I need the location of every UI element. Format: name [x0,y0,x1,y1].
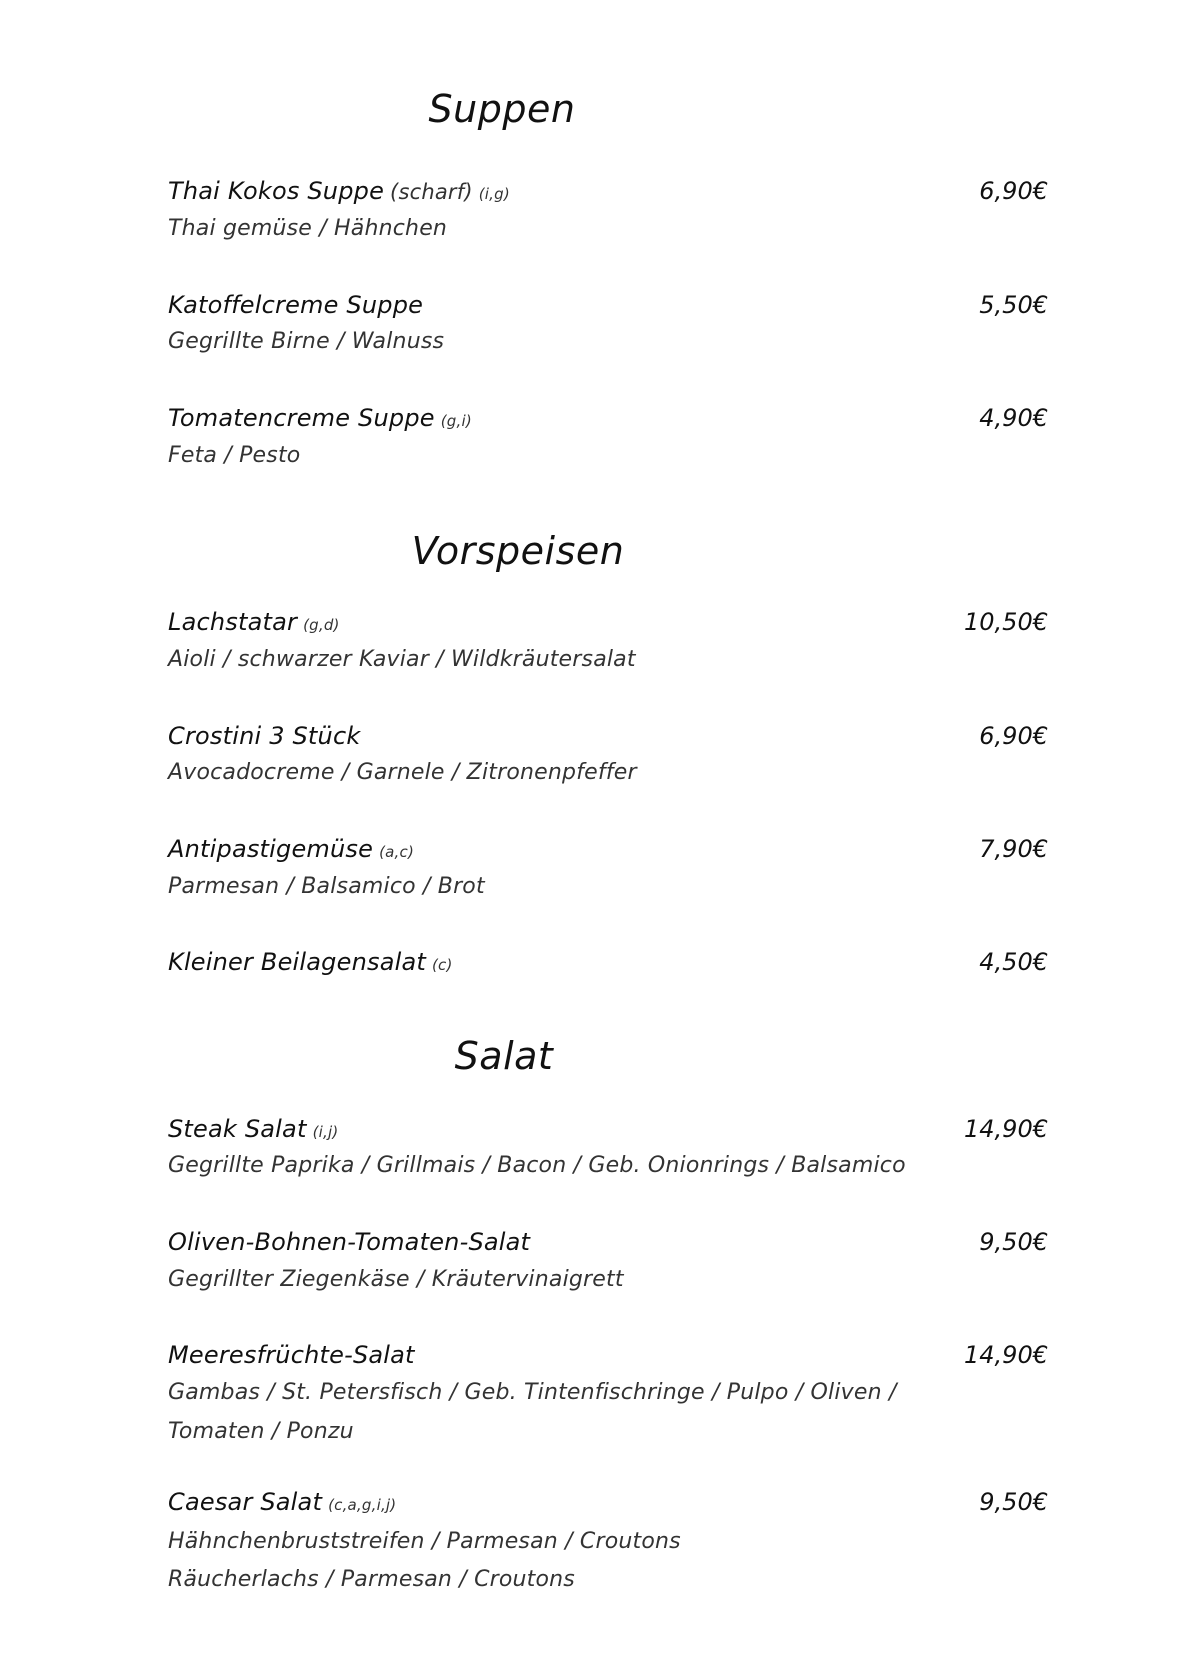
menu-item-price: 4,90€ [979,404,1048,432]
menu-item-name [168,177,510,205]
menu-item-price: 14,90€ [964,1341,1048,1369]
menu-item-price: 6,90€ [979,177,1048,205]
menu-item-price: 14,90€ [964,1115,1048,1143]
allergen-codes: (g,d) [303,616,340,634]
menu-item-description: Gambas / St. Petersfisch / Geb. Tintenfischringe / Pulpo / Oliven / [168,1380,897,1405]
menu-item-price: 9,50€ [979,1228,1048,1256]
menu-item-name [168,1115,338,1143]
menu-item-name [168,1228,530,1256]
menu-item-description: Hähnchenbruststreifen / Parmesan / Croutons [168,1529,681,1554]
menu-item-description: Gegrillte Paprika / Grillmais / Bacon / Geb. Onionrings / Balsamico [168,1153,906,1178]
menu-item-price: 10,50€ [964,608,1048,636]
allergen-codes: (g,i) [440,412,472,430]
menu-item-description: Gegrillte Birne / Walnuss [168,329,445,354]
allergen-codes: (i,j) [312,1123,339,1141]
menu-item-description: Tomaten / Ponzu [168,1419,354,1444]
menu-item-name [168,608,340,636]
allergen-codes: (a,c) [379,843,415,861]
dish-name: Thai Kokos Suppe [168,177,385,205]
menu-item-description: Feta / Pesto [168,443,301,468]
menu-item-name [168,835,414,863]
menu-item-name [168,948,453,976]
dish-name: Steak Salat [168,1115,307,1143]
allergen-codes: (c,a,g,i,j) [328,1496,397,1514]
menu-item-name [168,404,472,432]
menu-item-price: 6,90€ [979,722,1048,750]
menu-item-name [168,291,423,319]
menu-item-description: Gegrillter Ziegenkäse / Kräutervinaigrett [168,1267,624,1292]
dish-name: Meeresfrüchte-Salat [168,1341,415,1369]
menu-item-name [168,1341,415,1369]
dish-name: Tomatencreme Suppe [168,404,435,432]
dish-note: (scharf) [390,180,473,204]
section-title: Suppen [428,87,576,131]
menu-item-description: Thai gemüse / Hähnchen [168,216,448,241]
menu-item-description: Parmesan / Balsamico / Brot [168,874,485,899]
dish-name: Antipastigemüse [168,835,374,863]
menu-item-name [168,1488,396,1516]
dish-name: Katoffelcreme Suppe [168,291,424,319]
menu-item-price: 7,90€ [979,835,1048,863]
dish-name: Oliven-Bohnen-Tomaten-Salat [168,1228,531,1256]
menu-item-description: Aioli / schwarzer Kaviar / Wildkräutersalat [168,647,636,672]
dish-name: Crostini 3 Stück [168,722,361,750]
section-title: Vorspeisen [411,529,625,573]
dish-name: Lachstatar [168,608,298,636]
menu-item-price: 9,50€ [979,1488,1048,1516]
menu-item-price: 5,50€ [979,291,1048,319]
menu-item-name [168,722,360,750]
dish-name: Caesar Salat [168,1488,323,1516]
menu-item-description: Avocadocreme / Garnele / Zitronenpfeffer [168,760,637,785]
allergen-codes: (c) [432,956,453,974]
allergen-codes: (i,g) [478,185,510,203]
section-title: Salat [454,1034,554,1078]
dish-name: Kleiner Beilagensalat [168,948,426,976]
menu-item-price: 4,50€ [979,948,1048,976]
menu-item-description: Räucherlachs / Parmesan / Croutons [168,1567,575,1592]
